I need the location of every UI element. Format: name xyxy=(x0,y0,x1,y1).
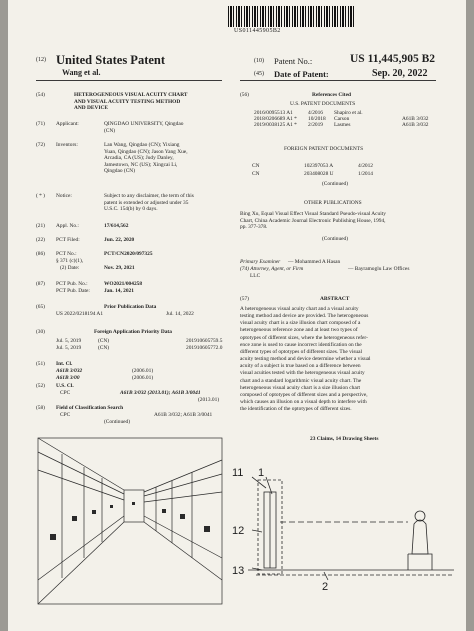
abstract-line: chart and a standard logarithmic visual acuity chart. The xyxy=(240,377,362,384)
abstract-line: A heterogeneous visual acuity chart and a visual acuity xyxy=(240,306,359,312)
field-search-heading: Field of Classification Search xyxy=(56,405,124,411)
appl-no-label: Appl. No.: xyxy=(56,223,79,229)
inid-code: (56) xyxy=(240,92,249,98)
abstract-line: heterogeneous reference zone and at least two types of xyxy=(240,327,358,334)
inventors-line: Qingdao (CN) xyxy=(104,168,135,175)
inid-code: (58) xyxy=(36,405,45,411)
date-371-label: (2) Date: xyxy=(60,265,80,271)
inid-code: (54) xyxy=(36,92,45,98)
claims-summary: 23 Claims, 14 Drawing Sheets xyxy=(310,436,379,442)
pct-filed-value: Jun. 22, 2020 xyxy=(104,237,135,243)
other-pub-line: Bing Xu, Equal Visual Effect Visual Standard Pseudo-visual Acuity xyxy=(240,211,386,217)
priority-country: (CN) xyxy=(98,345,110,351)
figure-label: 1 xyxy=(258,467,265,479)
foreign-date: 1/2014 xyxy=(358,171,373,177)
abstract-line: acuity testing method and device determine whether a visual xyxy=(240,356,371,363)
inventor-short: Wang et al. xyxy=(62,68,101,77)
applicant-label: Applicant: xyxy=(56,121,79,127)
other-pub-line: Chart, China Academic Journal Electronic Publishing House, 1994, xyxy=(240,217,386,224)
ref-name: Carson xyxy=(334,116,350,122)
notice-line: U.S.C. 154(b) by 0 days. xyxy=(104,206,158,213)
abstract-line: ence zone is used to cause incorrect identification on the xyxy=(240,341,362,348)
int-cl-class: A61B 3/032 xyxy=(56,368,83,374)
patent-number: US 11,445,905 B2 xyxy=(350,53,435,65)
ref-date: 4/2016 xyxy=(308,110,323,116)
figure-label: 13 xyxy=(232,565,245,577)
pct-pub-date-label: PCT Pub. Date: xyxy=(56,288,90,294)
foreign-continued: (Continued) xyxy=(322,181,349,187)
inid-code: (51) xyxy=(36,361,45,367)
invention-title-line: HETEROGENEOUS VISUAL ACUITY CHART xyxy=(74,92,188,98)
publication-number: US011445905B2 xyxy=(234,28,281,34)
inventors-line: Yuan, Qingdao (CN); Jason Yang Xue, xyxy=(104,148,188,155)
inid-code: (87) xyxy=(36,281,45,287)
agent-name: — Bayramoglu Law Offices xyxy=(348,266,410,272)
inid-code: (22) xyxy=(36,237,45,243)
prior-pub-number: US 2022/0218194 A1 xyxy=(56,311,104,317)
priority-number: 201910605759.5 xyxy=(186,338,223,344)
foreign-country: CN xyxy=(252,171,260,177)
inventors-label: Inventors: xyxy=(56,142,78,148)
figure-label: 2 xyxy=(322,581,329,593)
priority-heading: Foreign Application Priority Data xyxy=(94,329,172,335)
device-figure xyxy=(228,462,460,598)
us-cl-heading: U.S. Cl. xyxy=(56,383,74,389)
primary-examiner-name: — Mohammed A Hasan xyxy=(288,259,341,265)
notice-line: patent is extended or adjusted under 35 xyxy=(104,199,189,206)
inid-code: (71) xyxy=(36,121,45,127)
foreign-date: 4/2012 xyxy=(358,163,373,169)
abstract-line: different types of optotypes of different sizes. The visual xyxy=(240,348,363,355)
ref-number: 2019/0038125 A1 * xyxy=(254,122,297,128)
inid-code: (45) xyxy=(254,71,264,77)
section-371-label: § 371 (c)(1), xyxy=(56,258,84,264)
int-cl-version: (2006.01) xyxy=(132,375,154,381)
priority-country: (CN) xyxy=(98,338,110,344)
abstract-line: composed of optotypes of different sizes and a perspective, xyxy=(240,391,368,398)
applicant-line: (CN) xyxy=(104,127,116,134)
inid-code: (12) xyxy=(36,57,46,63)
us-docs-heading: U.S. PATENT DOCUMENTS xyxy=(290,101,356,107)
us-cl-line: A61B 3/032 (2013.01); A61B 3/0041 xyxy=(120,390,201,396)
abstract-line: acuity of a subject is true based on a difference between xyxy=(240,363,361,370)
abstract-heading: ABSTRACT xyxy=(320,296,350,302)
abstract-line: visual acuity chart is a size illusion chart composed of a xyxy=(240,320,361,327)
pct-filed-label: PCT Filed: xyxy=(56,237,80,243)
ref-class: A61B 3/032 xyxy=(402,122,429,128)
appl-no-value: 17/614,562 xyxy=(104,223,129,229)
inventors-line: Jamestown, NC (US); Xingcai Li, xyxy=(104,161,178,168)
other-pubs-continued: (Continued) xyxy=(322,236,349,242)
other-pub-line: pp. 377-378. xyxy=(240,224,268,231)
abstract-line: heterogeneous visual acuity chart is a size illusion chart xyxy=(240,384,361,391)
divider xyxy=(240,80,436,81)
cpc-label: CPC xyxy=(60,412,71,418)
inid-code: (57) xyxy=(240,296,249,302)
abstract-line: visual acuities tested with the heterogeneous visual acuity xyxy=(240,370,365,377)
abstract-line: testing method and device are provided. The heterogeneous xyxy=(240,313,369,320)
abstract-line: the identification of the optotypes of different sizes. xyxy=(240,406,352,413)
prior-pub-heading: Prior Publication Data xyxy=(104,304,157,310)
agent-name: LLC xyxy=(250,273,261,279)
references-heading: References Cited xyxy=(312,92,351,98)
inid-code: ( * ) xyxy=(36,193,45,199)
foreign-docs-heading: FOREIGN PATENT DOCUMENTS xyxy=(284,146,364,152)
pct-pub-no-label: PCT Pub. No.: xyxy=(56,281,88,287)
pct-no-value: PCT/CN2020/097325 xyxy=(104,251,153,257)
inid-code: (30) xyxy=(36,329,45,335)
notice-line: Subject to any disclaimer, the term of this xyxy=(104,193,194,199)
notice-label: Notice: xyxy=(56,193,72,199)
priority-date: Jul. 5, 2019 xyxy=(56,345,82,351)
ref-name: Lasmes xyxy=(334,122,351,128)
pct-pub-date-value: Jan. 14, 2021 xyxy=(104,288,134,294)
figure-label: 12 xyxy=(232,525,245,537)
ref-number: 2018/0206689 A1 * xyxy=(254,116,297,122)
priority-number: 201910605772.0 xyxy=(186,345,223,351)
invention-title-line: AND VISUAL ACUITY TESTING METHOD xyxy=(74,98,181,105)
inid-code: (86) xyxy=(36,251,45,257)
ref-date: 10/2018 xyxy=(308,116,326,122)
abstract-line: which causes an illusion on a visual depth to interfere with xyxy=(240,398,367,405)
us-cl-line: (2013.01) xyxy=(198,397,220,403)
int-cl-heading: Int. Cl. xyxy=(56,361,73,367)
cpc-label: CPC xyxy=(60,390,71,396)
int-cl-class: A61B 3/00 xyxy=(56,375,80,381)
prior-pub-date: Jul. 14, 2022 xyxy=(166,311,194,317)
corridor-figure xyxy=(32,430,228,610)
ref-name: Shapiro et al. xyxy=(334,110,363,116)
ref-date: 2/2019 xyxy=(308,122,323,128)
applicant-line: QINGDAO UNIVERSITY, Qingdao xyxy=(104,121,184,127)
inid-code: (72) xyxy=(36,142,45,148)
pct-pub-no-value: WO2021/004258 xyxy=(104,281,143,287)
date-label: Date of Patent: xyxy=(274,69,329,79)
foreign-country: CN xyxy=(252,163,260,169)
other-pubs-heading: OTHER PUBLICATIONS xyxy=(304,200,362,206)
inventors-line: Lan Wang, Qingdao (CN); Yixiang xyxy=(104,142,180,148)
pct-no-label: PCT No.: xyxy=(56,251,77,257)
barcode xyxy=(228,6,356,27)
foreign-number: 102397053 A xyxy=(304,163,334,169)
invention-title-line: AND DEVICE xyxy=(74,105,108,112)
inid-code: (65) xyxy=(36,304,45,310)
inid-code: (52) xyxy=(36,383,45,389)
ref-class: A61B 3/032 xyxy=(402,116,429,122)
int-cl-version: (2006.01) xyxy=(132,368,154,374)
date-371-value: Nov. 29, 2021 xyxy=(104,265,135,271)
inid-code: (21) xyxy=(36,223,45,229)
foreign-number: 203408028 U xyxy=(304,171,334,177)
patent-page xyxy=(8,0,466,631)
inventors-line: Arcadia, CA (US); Judy Danley, xyxy=(104,155,174,162)
figure-label: 11 xyxy=(232,467,244,479)
ref-number: 2016/0095513 A1 xyxy=(254,110,293,116)
primary-examiner-label: Primary Examiner xyxy=(240,259,281,265)
field-search-continued: (Continued) xyxy=(104,419,131,425)
abstract-line: optotypes of different sizes, where the heterogeneous refer- xyxy=(240,334,368,341)
inid-code: (10) xyxy=(254,58,264,64)
document-title: United States Patent xyxy=(56,53,166,67)
agent-label: (74) Attorney, Agent, or Firm xyxy=(240,266,304,272)
patent-no-label: Patent No.: xyxy=(274,56,313,66)
patent-date: Sep. 20, 2022 xyxy=(372,68,428,79)
field-search-line: A61B 3/032; A61B 3/0041 xyxy=(154,412,213,418)
divider xyxy=(36,80,222,81)
priority-date: Jul. 5, 2019 xyxy=(56,338,82,344)
